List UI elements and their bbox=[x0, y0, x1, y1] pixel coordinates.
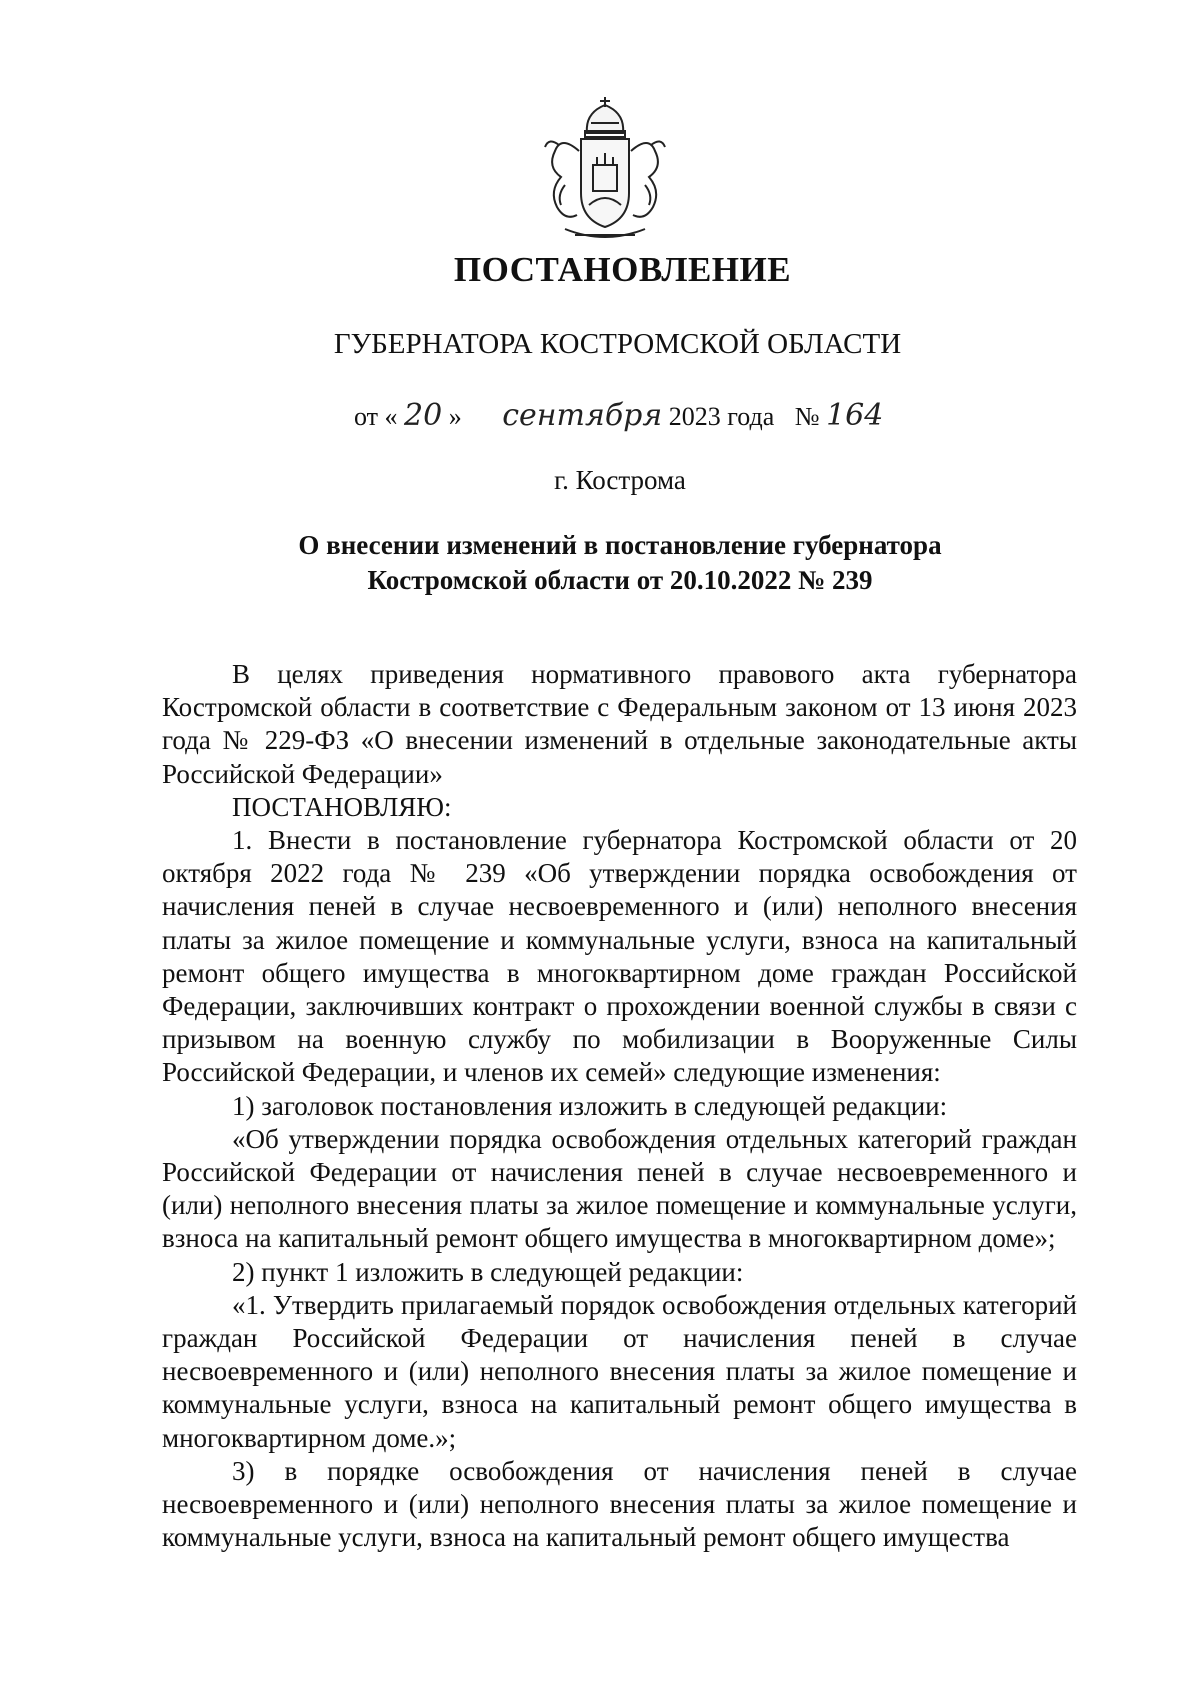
paragraph: 1. Внести в постановление губернатора Костромской области от 20 октября 2022 года № 239 «Об утверждении порядка освобождения от начисления пеней в случае несвоевременного и (или) неполного внесения платы за жилое помещение и коммунальные услуги, взноса на капитальный ремонт общего имущества в многоквартирном доме граждан Российской Федерации, заключивших контракт о прохождении военной службы в связи с призывом на военную службу по мобилизации в Вооруженные Силы Российской Федерации, и членов их семей» следующие изменения: bbox=[162, 825, 1077, 1088]
date-line bbox=[354, 398, 883, 433]
coat-of-arms-icon bbox=[535, 95, 675, 245]
paragraph: «Об утверждении порядка освобождения отдельных категорий граждан Российской Федерации от начисления пеней в случае несвоевременного и (или) неполного внесения платы за жилое помещение и коммунальные услуги, взноса на капитальный ремонт общего имущества в многоквартирном доме»; bbox=[162, 1123, 1077, 1254]
date-prefix: от « bbox=[354, 402, 398, 431]
paragraph: 1) заголовок постановления изложить в следующей редакции: bbox=[232, 1090, 948, 1121]
date-mid: » bbox=[448, 402, 462, 431]
document-title: ПОСТАНОВЛЕНИЕ bbox=[453, 250, 792, 289]
paragraph: В целях приведения нормативного правового акта губернатора Костромской области в соответствие с Федеральным законом от 13 июня 2023 года № 229-ФЗ «О внесении изменений в отдельные законодательные акты Российской Федерации» bbox=[162, 659, 1077, 789]
paragraph: 2) пункт 1 изложить в следующей редакции: bbox=[232, 1256, 744, 1287]
heading-line: Костромской области от 20.10.2022 № 239 bbox=[367, 565, 873, 595]
document-heading bbox=[160, 528, 1080, 598]
paragraph: «1. Утвердить прилагаемый порядок освобождения отдельных категорий граждан Российской Федерации от начисления пеней в случае несвоевременного и (или) неполного внесения платы за жилое помещение и коммунальные услуги, взноса на капитальный ремонт общего имущества в многоквартирном доме.»; bbox=[162, 1289, 1077, 1453]
heading-line: О внесении изменений в постановление губернатора bbox=[298, 530, 942, 560]
paragraph: ПОСТАНОВЛЯЮ: bbox=[232, 791, 452, 822]
date-year: 2023 года bbox=[668, 402, 775, 431]
date-month: сентября bbox=[502, 398, 663, 433]
document-body bbox=[162, 658, 1077, 1554]
issuer: ГУБЕРНАТОРА КОСТРОМСКОЙ ОБЛАСТИ bbox=[333, 328, 902, 360]
paragraph: 3) в порядке освобождения от начисления пеней в случае несвоевременного и (или) неполного внесения платы за жилое помещение и коммунальные услуги, взноса на капитальный ремонт общего имущества bbox=[162, 1455, 1077, 1553]
city: г. Кострома bbox=[554, 465, 686, 495]
number-label: № bbox=[794, 402, 820, 431]
document-number: 164 bbox=[826, 398, 884, 433]
date-day: 20 bbox=[404, 398, 443, 433]
